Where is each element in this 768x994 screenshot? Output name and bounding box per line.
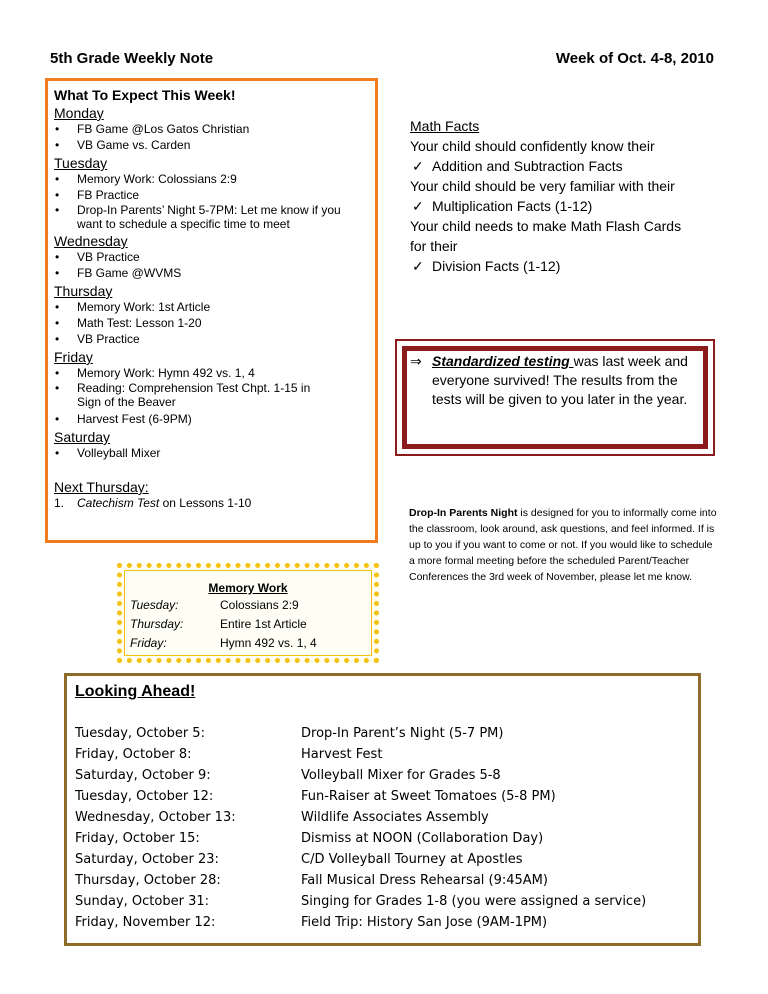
day-heading-friday: Friday bbox=[54, 349, 93, 365]
event-date: Friday, October 8: bbox=[75, 747, 192, 762]
standardized-testing-heading: Standardized testing bbox=[432, 353, 574, 369]
list-item bbox=[54, 381, 375, 409]
math-check-text: Addition and Subtraction Facts bbox=[432, 158, 623, 174]
memory-row bbox=[130, 598, 299, 612]
memory-work-box bbox=[117, 563, 379, 663]
memory-row bbox=[130, 636, 317, 650]
event-name: Fall Musical Dress Rehearsal (9:45AM) bbox=[301, 873, 548, 888]
event-name: Field Trip: History San Jose (9AM-1PM) bbox=[301, 915, 548, 930]
checkmark-icon: ✓ bbox=[412, 158, 424, 174]
list-item: • Volleyball Mixer bbox=[54, 445, 375, 461]
list-item: • Math Test: Lesson 1-20 bbox=[54, 315, 375, 331]
math-facts-section bbox=[410, 116, 710, 276]
list-item-line: • Reading: Comprehension Test Chpt. 1-15 in bbox=[77, 381, 311, 395]
list-item: • Harvest Fest (6-9PM) bbox=[54, 411, 375, 427]
list-item: • Memory Work: 1st Article bbox=[54, 299, 375, 315]
math-line: for their bbox=[410, 238, 458, 254]
math-line: Your child should confidently know their bbox=[410, 138, 655, 154]
memory-day: Tuesday: bbox=[130, 598, 179, 612]
list-item: • Memory Work: Hymn 492 vs. 1, 4 bbox=[54, 365, 375, 381]
standardized-testing-body bbox=[410, 352, 700, 409]
day-heading-monday: Monday bbox=[54, 105, 104, 121]
memory-day: Thursday: bbox=[130, 617, 184, 631]
standardized-testing-text: was last week and everyone survived! The results from the tests will be given to you later in the year. bbox=[432, 353, 688, 407]
weekly-schedule-box bbox=[45, 78, 378, 543]
event-name: Wildlife Associates Assembly bbox=[301, 810, 489, 825]
day-heading-next-thursday: Next Thursday: bbox=[54, 479, 149, 495]
list-item-line: want to schedule a specific time to meet bbox=[77, 217, 290, 231]
event-name: Harvest Fest bbox=[301, 747, 383, 762]
catechism-test-detail: on Lessons 1-10 bbox=[159, 496, 252, 510]
monday-list bbox=[54, 121, 375, 153]
checkmark-icon: ✓ bbox=[412, 198, 424, 214]
math-line: Your child should be very familiar with their bbox=[410, 178, 675, 194]
standardized-testing-note bbox=[410, 352, 700, 409]
list-item bbox=[54, 495, 375, 511]
looking-ahead-box bbox=[64, 673, 701, 946]
list-item: • VB Practice bbox=[54, 331, 375, 347]
math-line: Your child needs to make Math Flash Cards bbox=[410, 218, 682, 234]
list-item: • VB Game vs. Carden bbox=[54, 137, 375, 153]
friday-list bbox=[54, 365, 375, 427]
arrow-right-icon: ⇒ bbox=[410, 353, 422, 369]
event-date: Saturday, October 23: bbox=[75, 852, 219, 867]
drop-in-paragraph bbox=[409, 505, 719, 585]
list-item-line: • Drop-In Parents’ Night 5-7PM: Let me know if you bbox=[77, 203, 341, 217]
event-name: Fun-Raiser at Sweet Tomatoes (5-8 PM) bbox=[301, 789, 556, 804]
math-check-item bbox=[410, 256, 710, 276]
page-title: 5th Grade Weekly Note bbox=[50, 50, 214, 67]
schedule-title: What To Expect This Week! bbox=[54, 87, 236, 103]
list-item: • Memory Work: Colossians 2:9 bbox=[54, 171, 375, 187]
list-item: • VB Practice bbox=[54, 249, 375, 265]
event-date: Tuesday, October 5: bbox=[75, 726, 205, 741]
week-label: Week of Oct. 4-8, 2010 bbox=[555, 50, 714, 67]
event-name: C/D Volleyball Tourney at Apostles bbox=[301, 852, 523, 867]
list-number: 1. bbox=[54, 496, 65, 510]
day-heading-saturday: Saturday bbox=[54, 429, 111, 445]
event-date: Saturday, October 9: bbox=[75, 768, 211, 783]
drop-in-heading: Drop-In Parents Night bbox=[409, 507, 518, 519]
day-heading-thursday: Thursday bbox=[54, 283, 113, 299]
memory-text: Hymn 492 vs. 1, 4 bbox=[220, 636, 317, 650]
drop-in-text: is designed for you to informally come into the classroom, look around, ask questions, and feel informed. If is up to you if you want to come or not. If you would like to schedule a more formal meeting before the scheduled Parent/Teacher Conferences the 3rd week of November, please let me know. bbox=[409, 507, 717, 583]
memory-row bbox=[130, 617, 307, 631]
event-name: Singing for Grades 1-8 (you were assigned a service) bbox=[301, 894, 647, 909]
next-thursday-list bbox=[54, 495, 375, 511]
memory-text: Colossians 2:9 bbox=[220, 598, 299, 612]
memory-text: Entire 1st Article bbox=[220, 617, 307, 631]
event-date: Tuesday, October 12: bbox=[75, 789, 214, 804]
day-heading-tuesday: Tuesday bbox=[54, 155, 108, 171]
event-name: Volleyball Mixer for Grades 5-8 bbox=[301, 768, 501, 783]
event-name: Drop-In Parent’s Night (5-7 PM) bbox=[301, 726, 504, 741]
list-item: • FB Game @WVMS bbox=[54, 265, 375, 281]
tuesday-list bbox=[54, 171, 375, 231]
event-date: Friday, November 12: bbox=[75, 915, 216, 930]
math-check-item bbox=[410, 196, 710, 216]
catechism-test-label: Catechism Test bbox=[77, 496, 160, 510]
wednesday-list bbox=[54, 249, 375, 281]
event-date: Friday, October 15: bbox=[75, 831, 200, 846]
math-check-text: Division Facts (1-12) bbox=[432, 258, 561, 274]
math-check-item bbox=[410, 156, 710, 176]
day-heading-wednesday: Wednesday bbox=[54, 233, 128, 249]
thursday-list bbox=[54, 299, 375, 347]
memory-day: Friday: bbox=[130, 636, 167, 650]
event-date: Wednesday, October 13: bbox=[75, 810, 236, 825]
list-item bbox=[54, 203, 375, 231]
memory-work-title: Memory Work bbox=[208, 581, 288, 595]
saturday-list bbox=[54, 445, 375, 461]
list-item: • FB Game @Los Gatos Christian bbox=[54, 121, 375, 137]
math-facts-title: Math Facts bbox=[410, 118, 480, 134]
checkmark-icon: ✓ bbox=[412, 258, 424, 274]
event-name: Dismiss at NOON (Collaboration Day) bbox=[301, 831, 544, 846]
math-check-text: Multiplication Facts (1-12) bbox=[432, 198, 593, 214]
looking-ahead-title: Looking Ahead! bbox=[75, 683, 196, 700]
event-date: Sunday, October 31: bbox=[75, 894, 209, 909]
list-item-line: Sign of the Beaver bbox=[77, 395, 176, 409]
event-date: Thursday, October 28: bbox=[75, 873, 221, 888]
list-item: • FB Practice bbox=[54, 187, 375, 203]
